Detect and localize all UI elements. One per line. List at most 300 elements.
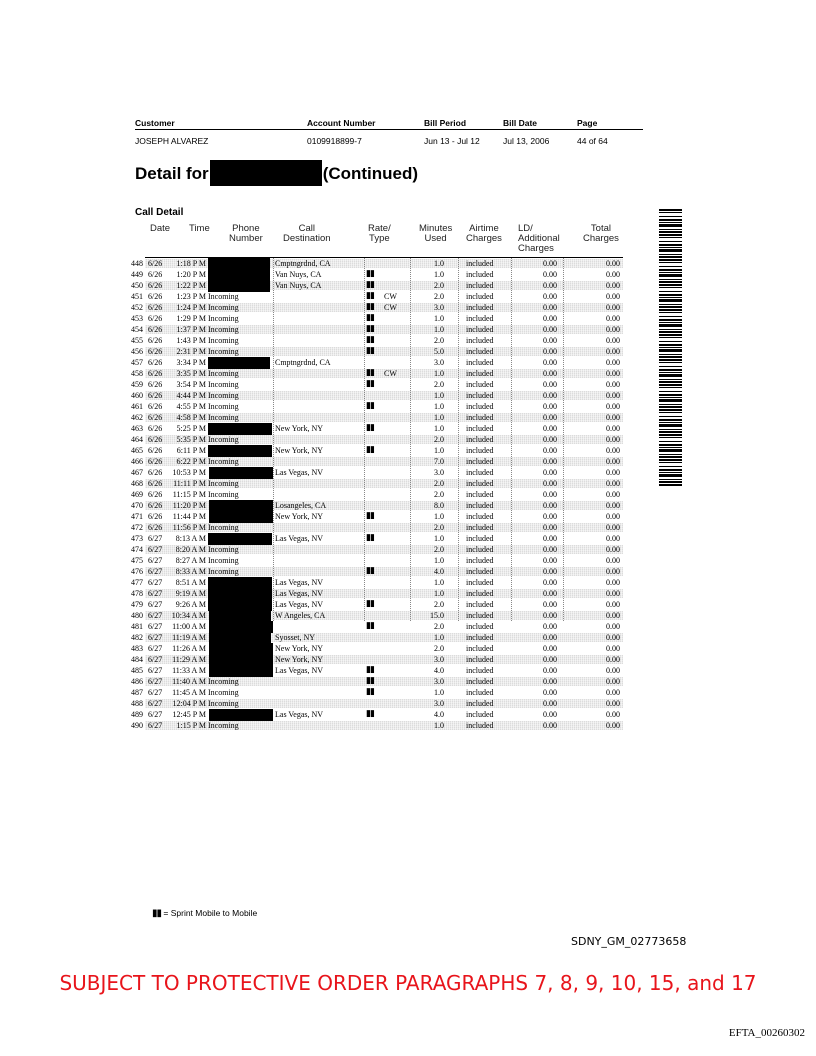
minutes-used: 3.0 [434,699,444,708]
sprint-mobile-to-mobile-icon: ▮▮ [366,445,374,455]
barcode-bar [659,462,682,463]
table-row [0,698,700,709]
total-charges: 0.00 [606,589,620,598]
barcode-bar [659,354,682,355]
airtime-charges: included [466,270,494,279]
call-time: 3:54 P M [176,380,206,389]
minutes-used: 1.0 [434,413,444,422]
barcode-bar [659,419,682,421]
table-row [0,676,700,687]
row-number: 457 [131,358,143,367]
row-number: 454 [131,325,143,334]
barcode-bar [659,222,682,223]
minutes-used: 1.0 [434,402,444,411]
barcode-bar [659,269,682,271]
call-date: 6/27 [148,622,163,631]
row-number: 465 [131,446,143,455]
row-number: 475 [131,556,143,565]
minutes-used: 2.0 [434,523,444,532]
call-date: 6/26 [148,424,163,433]
col-minutes: Minutes Used [419,223,453,244]
total-charges: 0.00 [606,446,620,455]
table-row [0,709,700,720]
call-time: 1:15 P M [176,721,206,730]
barcode-bar [659,234,682,236]
call-time: 11:44 P M [172,512,206,521]
call-date: 6/26 [148,402,163,411]
table-row [0,346,700,357]
call-date: 6/27 [148,633,163,642]
airtime-charges: included [466,413,494,422]
minutes-used: 1.0 [434,578,444,587]
table-row [0,654,700,665]
row-number: 480 [131,611,143,620]
phone-number: Incoming [208,336,239,345]
call-date: 6/27 [148,699,163,708]
barcode-bar [659,384,682,386]
ld-charges: 0.00 [543,666,557,675]
row-number: 485 [131,666,143,675]
minutes-used: 1.0 [434,270,444,279]
call-time: 8:27 A M [175,556,206,565]
airtime-charges: included [466,633,494,642]
row-number: 483 [131,644,143,653]
ld-charges: 0.00 [543,424,557,433]
airtime-charges: included [466,281,494,290]
barcode-bar [659,266,682,267]
airtime-charges: included [466,457,494,466]
rate-type: CW [384,369,397,378]
barcode-bar [659,306,682,308]
sprint-mobile-to-mobile-icon: ▮▮ [366,676,374,686]
call-date: 6/27 [148,666,163,675]
airtime-charges: included [466,303,494,312]
ld-charges: 0.00 [543,556,557,565]
barcode-bar [659,422,682,423]
minutes-used: 2.0 [434,479,444,488]
call-time: 10:53 P M [172,468,206,477]
sprint-mobile-to-mobile-icon: ▮▮ [366,335,374,345]
sprint-mobile-to-mobile-icon: ▮▮ [366,379,374,389]
phone-number: Incoming [208,369,239,378]
barcode-bar [659,322,682,323]
row-number: 467 [131,468,143,477]
phone-number: Incoming [208,457,239,466]
table-row [0,533,700,544]
ld-charges: 0.00 [543,336,557,345]
sprint-mobile-to-mobile-icon: ▮▮ [366,368,374,378]
row-number: 455 [131,336,143,345]
ld-charges: 0.00 [543,501,557,510]
minutes-used: 8.0 [434,501,444,510]
sprint-mobile-to-mobile-icon: ▮▮ [366,291,374,301]
total-charges: 0.00 [606,611,620,620]
call-destination: Cmptngrdnd, CA [275,358,331,367]
rate-type: CW [384,292,397,301]
barcode-bar [659,324,682,327]
barcode-bar [659,241,682,242]
sprint-mobile-to-mobile-icon: ▮▮ [366,313,374,323]
call-time: 1:23 P M [176,292,206,301]
table-row [0,621,700,632]
ld-charges: 0.00 [543,600,557,609]
total-charges: 0.00 [606,325,620,334]
sprint-mobile-to-mobile-icon: ▮▮ [366,280,374,290]
call-destination: Las Vegas, NV [275,710,324,719]
col-time: Time [189,223,210,234]
minutes-used: 1.0 [434,534,444,543]
table-row [0,390,700,401]
airtime-charges: included [466,325,494,334]
minutes-used: 2.0 [434,622,444,631]
row-number: 486 [131,677,143,686]
ld-charges: 0.00 [543,303,557,312]
call-date: 6/27 [148,578,163,587]
ld-charges: 0.00 [543,314,557,323]
airtime-charges: included [466,523,494,532]
minutes-used: 2.0 [434,490,444,499]
minutes-used: 2.0 [434,292,444,301]
barcode-bar [659,262,682,263]
phone-number: Incoming [208,413,239,422]
bill-date-label: Bill Date [503,118,538,128]
call-date: 6/26 [148,446,163,455]
ld-charges: 0.00 [543,479,557,488]
barcode-bar [659,362,682,363]
call-time: 11:26 A M [172,644,206,653]
phone-number: Incoming [208,523,239,532]
call-time: 11:15 P M [172,490,206,499]
bill-period-label: Bill Period [424,118,467,128]
account-number-label: Account Number [307,118,376,128]
barcode-bar [659,319,682,321]
ld-charges: 0.00 [543,325,557,334]
barcode-bar [659,224,682,227]
call-date: 6/26 [148,512,163,521]
call-time: 8:20 A M [175,545,206,554]
total-charges: 0.00 [606,435,620,444]
call-destination: Las Vegas, NV [275,589,324,598]
call-time: 11:45 A M [172,688,206,697]
row-number: 490 [131,721,143,730]
barcode-bar [659,359,682,361]
call-time: 10:34 A M [171,611,206,620]
total-charges: 0.00 [606,501,620,510]
total-charges: 0.00 [606,281,620,290]
call-date: 6/27 [148,688,163,697]
call-time: 1:20 P M [176,270,206,279]
barcode-bar [659,472,682,473]
minutes-used: 4.0 [434,710,444,719]
call-time: 1:29 P M [176,314,206,323]
minutes-used: 5.0 [434,347,444,356]
table-row [0,566,700,577]
call-date: 6/26 [148,501,163,510]
call-date: 6/27 [148,710,163,719]
barcode-bar [659,441,682,442]
call-date: 6/26 [148,523,163,532]
airtime-charges: included [466,600,494,609]
barcode-bar [659,329,682,330]
barcode-bar [659,466,682,467]
column-separator [410,258,411,621]
call-time: 11:11 P M [173,479,206,488]
call-time: 11:33 A M [172,666,206,675]
call-date: 6/27 [148,611,163,620]
barcode-bar [659,209,682,211]
table-row [0,643,700,654]
call-destination: Las Vegas, NV [275,578,324,587]
barcode-bar [659,284,682,286]
row-number: 462 [131,413,143,422]
barcode-bar [659,229,682,230]
ld-charges: 0.00 [543,512,557,521]
barcode-bar [659,479,682,480]
ld-charges: 0.00 [543,589,557,598]
table-row [0,522,700,533]
barcode-bar [659,297,682,298]
row-number: 460 [131,391,143,400]
barcode [659,209,682,487]
barcode-bar [659,216,682,217]
sprint-mobile-to-mobile-icon: ▮▮ [366,709,374,719]
airtime-charges: included [466,710,494,719]
barcode-bar [659,247,682,248]
sprint-mobile-to-mobile-icon: ▮▮ [366,599,374,609]
barcode-bar [659,341,682,342]
call-date: 6/26 [148,314,163,323]
call-time: 1:37 P M [176,325,206,334]
table-row [0,456,700,467]
call-date: 6/26 [148,303,163,312]
airtime-charges: included [466,721,494,730]
row-number: 451 [131,292,143,301]
section-heading: Call Detail [135,207,184,218]
call-time: 11:00 A M [172,622,206,631]
barcode-bar [659,409,682,411]
call-time: 4:44 P M [176,391,206,400]
ld-charges: 0.00 [543,435,557,444]
sprint-mobile-to-mobile-icon: ▮▮ [366,533,374,543]
phone-number: Incoming [208,688,239,697]
ld-charges: 0.00 [543,413,557,422]
phone-number: Incoming [208,699,239,708]
phone-number: Incoming [208,479,239,488]
call-destination: Losangeles, CA [275,501,327,510]
phone-number: Incoming [208,490,239,499]
phone-number: Incoming [208,292,239,301]
efta-number: EFTA_00260302 [728,1027,805,1039]
call-time: 12:04 P M [172,699,206,708]
row-number: 478 [131,589,143,598]
ld-charges: 0.00 [543,358,557,367]
call-destination: Syosset, NY [275,633,316,642]
total-charges: 0.00 [606,666,620,675]
row-number: 481 [131,622,143,631]
page-title [135,160,418,186]
airtime-charges: included [466,501,494,510]
airtime-charges: included [466,479,494,488]
barcode-bar [659,231,682,233]
barcode-bar [659,447,682,448]
account-number-value: 0109918899-7 [307,136,362,146]
call-time: 6:11 P M [176,446,206,455]
ld-charges: 0.00 [543,710,557,719]
barcode-bar [659,291,682,292]
table-row [0,577,700,588]
header-rule [135,129,643,130]
table-row [0,445,700,456]
total-charges: 0.00 [606,622,620,631]
call-date: 6/26 [148,380,163,389]
minutes-used: 2.0 [434,380,444,389]
call-date: 6/27 [148,644,163,653]
call-time: 4:58 P M [176,413,206,422]
column-separator [563,258,564,621]
total-charges: 0.00 [606,270,620,279]
airtime-charges: included [466,380,494,389]
barcode-bar [659,331,682,333]
sprint-mobile-to-mobile-icon: ▮▮ [366,401,374,411]
row-number: 484 [131,655,143,664]
call-date: 6/26 [148,281,163,290]
row-number: 450 [131,281,143,290]
airtime-charges: included [466,347,494,356]
call-time: 3:34 P M [176,358,206,367]
airtime-charges: included [466,336,494,345]
call-destination: Las Vegas, NV [275,534,324,543]
total-charges: 0.00 [606,369,620,378]
row-number: 477 [131,578,143,587]
barcode-bar [659,434,682,436]
call-date: 6/26 [148,259,163,268]
airtime-charges: included [466,666,494,675]
total-charges: 0.00 [606,523,620,532]
ld-charges: 0.00 [543,699,557,708]
barcode-bar [659,449,682,452]
col-date: Date [150,223,171,234]
table-row [0,467,700,478]
col-ld: LD/ Additional Charges [518,223,560,254]
barcode-bar [659,287,682,288]
airtime-charges: included [466,567,494,576]
total-charges: 0.00 [606,545,620,554]
phone-number: Incoming [208,567,239,576]
barcode-bar [659,366,682,367]
table-row [0,335,700,346]
airtime-charges: included [466,402,494,411]
airtime-charges: included [466,259,494,268]
sprint-mobile-to-mobile-icon: ▮▮ [366,302,374,312]
barcode-bar [659,309,682,311]
airtime-charges: included [466,556,494,565]
table-row [0,423,700,434]
row-number: 487 [131,688,143,697]
col-phone: Phone Number [229,223,263,244]
table-row [0,357,700,368]
total-charges: 0.00 [606,347,620,356]
table-row [0,555,700,566]
table-row [0,291,700,302]
column-separator [273,258,274,621]
page-label: Page [577,118,598,128]
phone-number: Incoming [208,435,239,444]
call-date: 6/26 [148,347,163,356]
barcode-bar [659,281,682,283]
ld-charges: 0.00 [543,534,557,543]
call-time: 6:22 P M [176,457,206,466]
call-time: 11:29 A M [172,655,206,664]
barcode-bar [659,334,682,336]
row-number: 479 [131,600,143,609]
call-date: 6/26 [148,391,163,400]
minutes-used: 3.0 [434,655,444,664]
minutes-used: 15.0 [430,611,444,620]
call-time: 1:22 P M [176,281,206,290]
ld-charges: 0.00 [543,402,557,411]
call-destination: Las Vegas, NV [275,468,324,477]
row-number: 449 [131,270,143,279]
total-charges: 0.00 [606,490,620,499]
call-time: 8:13 A M [175,534,206,543]
barcode-bar [659,379,682,380]
minutes-used: 2.0 [434,644,444,653]
row-number: 473 [131,534,143,543]
table-row [0,687,700,698]
barcode-bar [659,344,682,346]
call-date: 6/26 [148,435,163,444]
call-time: 11:56 P M [172,523,206,532]
barcode-bar [659,387,682,388]
phone-number: Incoming [208,325,239,334]
airtime-charges: included [466,677,494,686]
barcode-bar [659,394,682,396]
sprint-mobile-to-mobile-icon: ▮▮ [366,621,374,631]
airtime-charges: included [466,358,494,367]
page-value: 44 of 64 [577,136,608,146]
ld-charges: 0.00 [543,446,557,455]
airtime-charges: included [466,644,494,653]
table-row [0,632,700,643]
airtime-charges: included [466,655,494,664]
title-suffix: (Continued) [322,164,419,183]
barcode-bar [659,259,682,261]
call-date: 6/26 [148,270,163,279]
call-destination: Las Vegas, NV [275,600,324,609]
total-charges: 0.00 [606,391,620,400]
sprint-mobile-to-mobile-icon: ▮▮ [366,687,374,697]
table-row [0,368,700,379]
call-destination: New York, NY [275,655,324,664]
row-number: 476 [131,567,143,576]
legend [152,908,257,919]
minutes-used: 1.0 [434,369,444,378]
minutes-used: 1.0 [434,633,444,642]
total-charges: 0.00 [606,699,620,708]
minutes-used: 1.0 [434,314,444,323]
sprint-mobile-to-mobile-icon: ▮▮ [366,511,374,521]
call-date: 6/26 [148,479,163,488]
ld-charges: 0.00 [543,259,557,268]
barcode-bar [659,454,682,455]
col-rate: Rate/ Type [368,223,391,244]
barcode-bar [659,299,682,302]
barcode-bar [659,372,682,373]
sprint-mobile-to-mobile-icon: ▮▮ [366,269,374,279]
barcode-bar [659,374,682,377]
barcode-bar [659,459,682,461]
minutes-used: 1.0 [434,556,444,565]
